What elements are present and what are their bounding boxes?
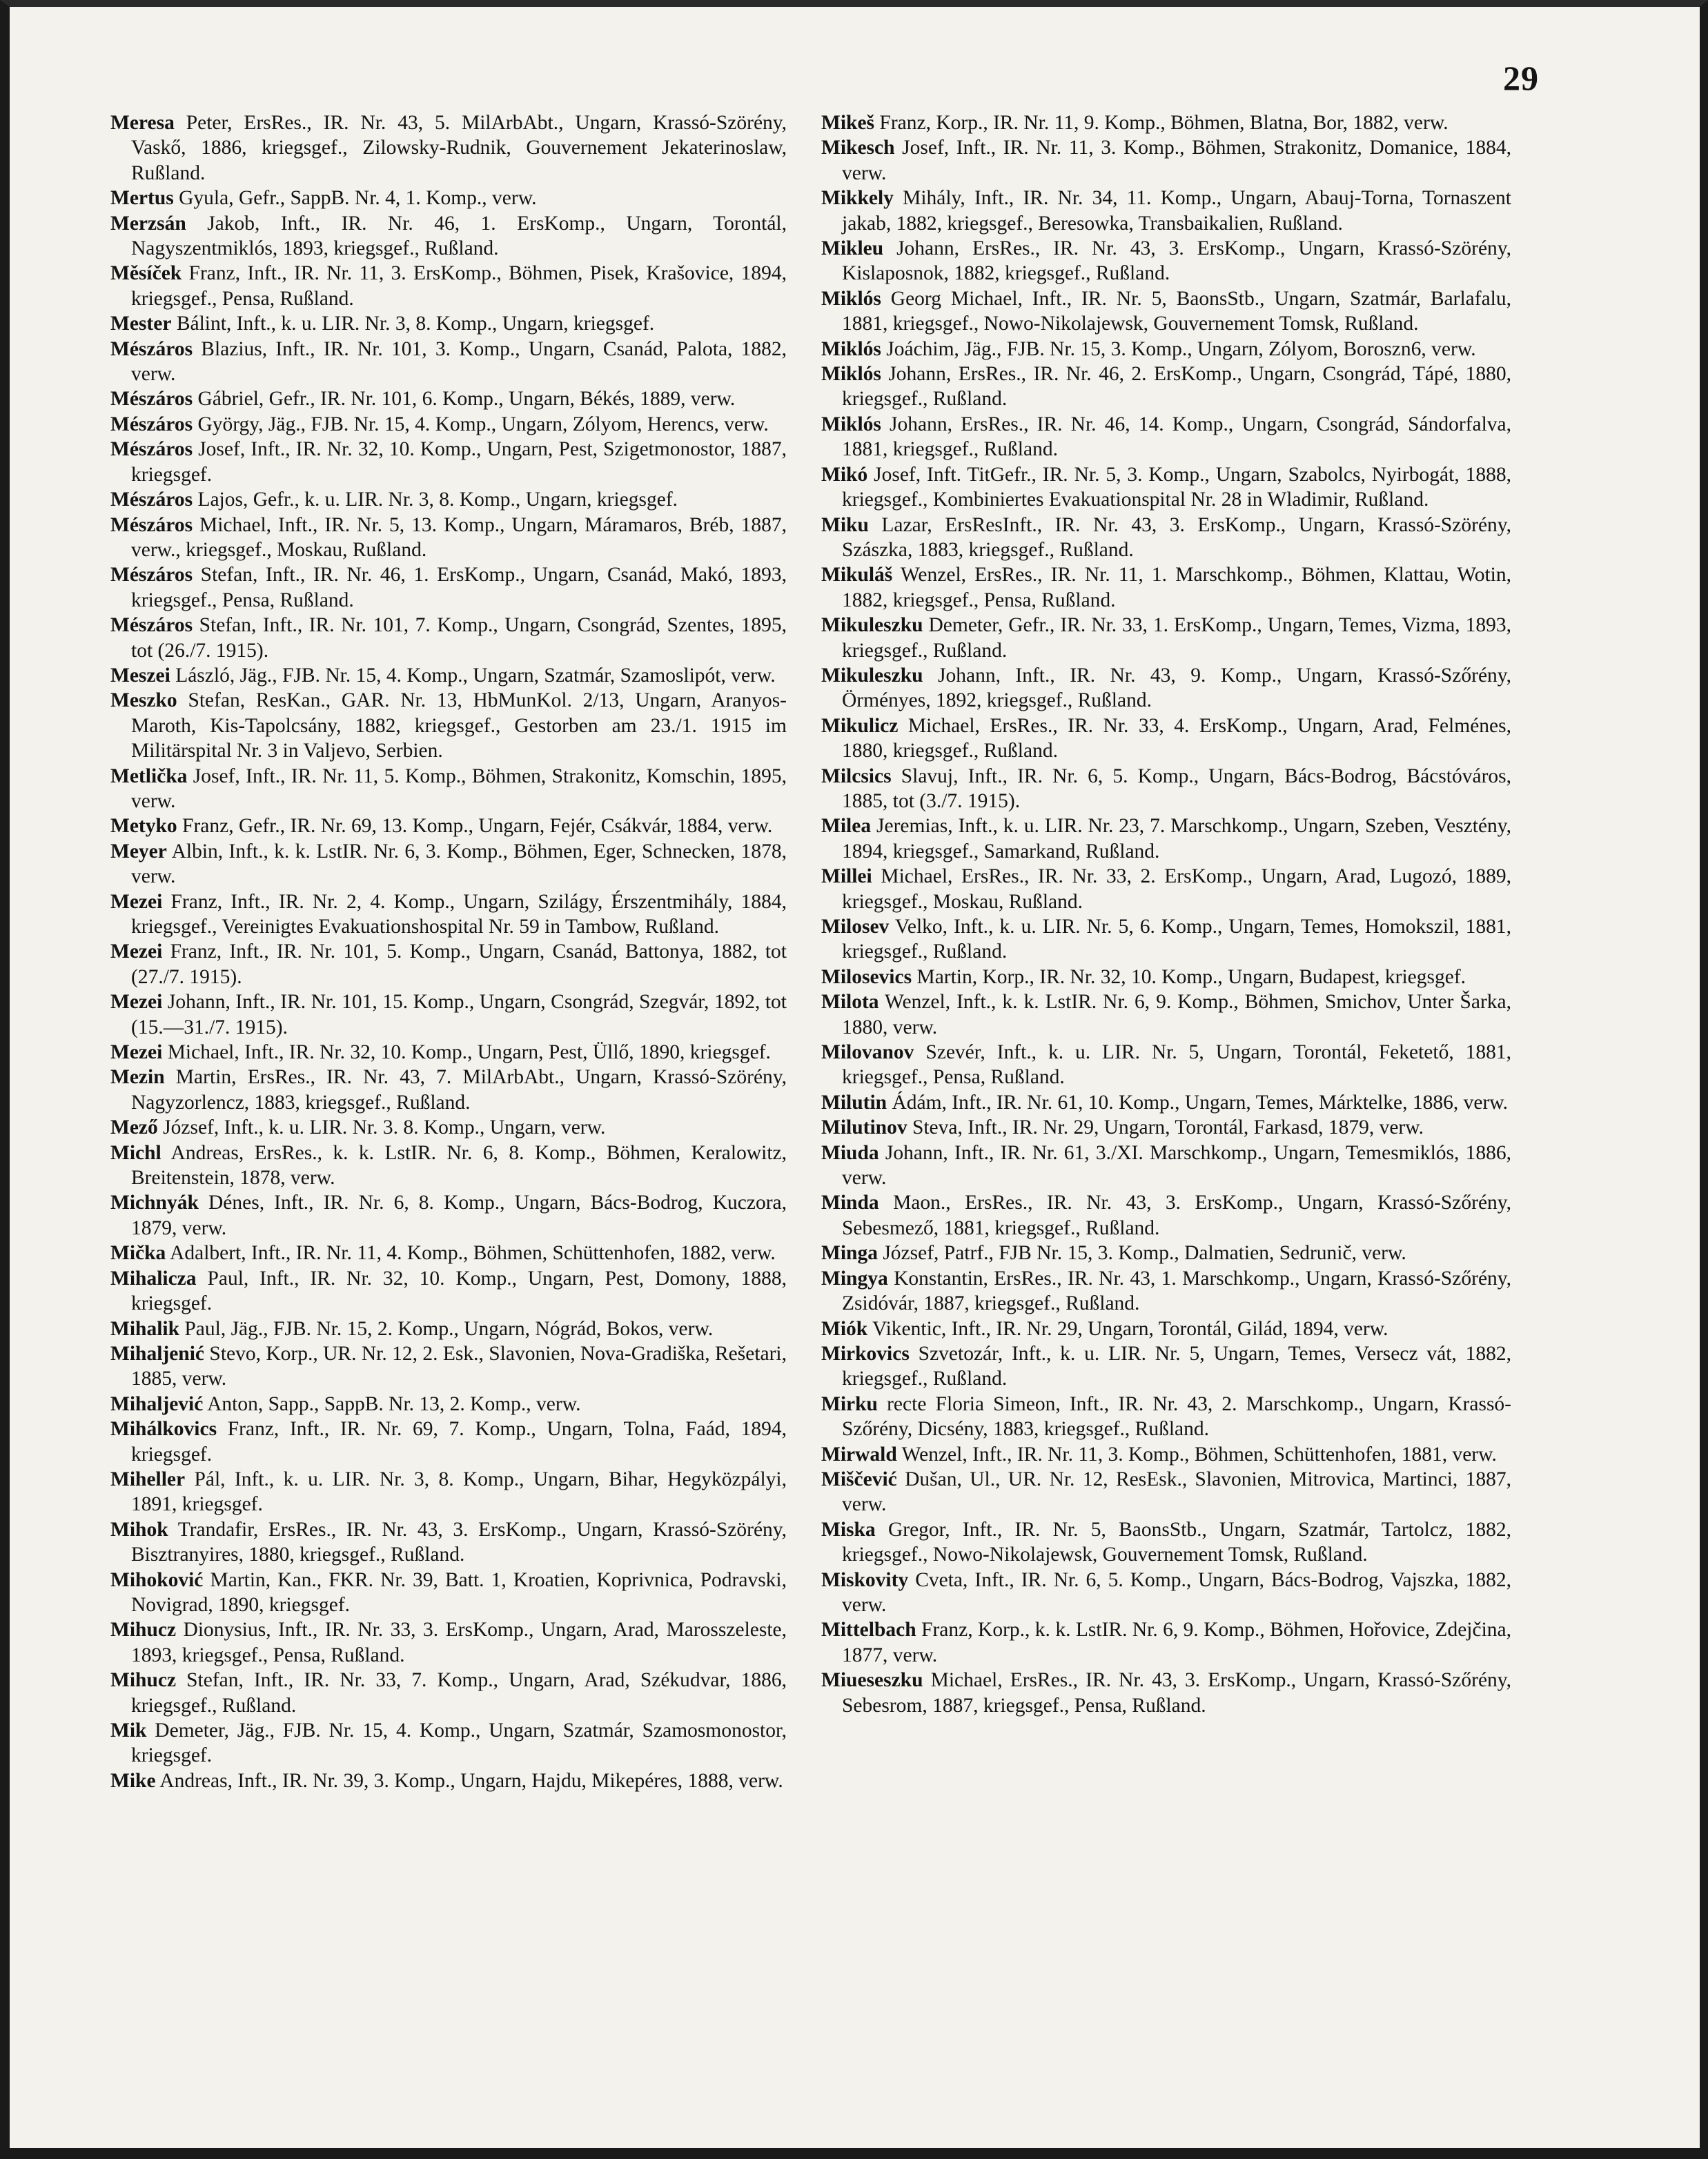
entry-name: Metyko [110, 815, 177, 838]
entry-text: Vikentic, Inft., IR. Nr. 29, Ungarn, Torontál, Gilád, 1894, verw. [872, 1317, 1388, 1340]
list-item [821, 1115, 1511, 1140]
entry-name: Mihálkovics [110, 1418, 217, 1441]
list-item [821, 1141, 1511, 1191]
list-item [110, 1317, 787, 1341]
entry-name: Miščević [821, 1468, 897, 1490]
entry-name: Mező [110, 1116, 158, 1139]
entry-name: Mikleu [821, 237, 884, 260]
entry-name: Mészáros [110, 337, 193, 360]
list-item [821, 1517, 1511, 1568]
entry-text: Michael, Inft., IR. Nr. 5, 13. Komp., Ungarn, Máramaros, Bréb, 1887, verw., kriegsgef., Moskau, Rußland. [131, 513, 787, 561]
list-item [110, 1266, 787, 1317]
entry-text: recte Floria Simeon, Inft., IR. Nr. 43, 2. Marschkomp., Ungarn, Krassó-Szőrény, Dicsény, 1883, kriegsgef., Rußland. [842, 1392, 1511, 1441]
entry-name: Mihoković [110, 1568, 204, 1591]
entry-name: Minga [821, 1242, 878, 1265]
entry-text: Slavuj, Inft., IR. Nr. 6, 5. Komp., Ungarn, Bács-Bodrog, Bácstóváros, 1885, tot (3./7. 1915). [842, 765, 1512, 812]
list-item [110, 1517, 787, 1568]
list-item [110, 1065, 787, 1115]
entry-name: Milosevics [821, 965, 912, 988]
entry-text: Michael, ErsRes., IR. Nr. 33, 4. ErsKomp., Ungarn, Arad, Felménes, 1880, kriegsgef., Rußland. [842, 714, 1511, 762]
entry-name: Miklós [821, 287, 881, 310]
entry-name: Merzsán [110, 212, 186, 235]
list-item [821, 1617, 1511, 1668]
list-item [821, 186, 1511, 236]
entry-name: Mertus [110, 187, 174, 210]
entry-name: Mihalicza [110, 1267, 197, 1290]
entry-name: Mikó [821, 463, 868, 486]
list-item [110, 1718, 787, 1768]
entry-text: Cveta, Inft., IR. Nr. 6, 5. Komp., Ungarn, Bács-Bodrog, Vajszka, 1882, verw. [842, 1568, 1512, 1616]
entry-text: Wenzel, Inft., k. k. LstIR. Nr. 6, 9. Komp., Böhmen, Smichov, Unter Šarka, 1880, verw. [842, 991, 1512, 1038]
list-item [110, 1115, 787, 1140]
entry-name: Mirku [821, 1392, 878, 1415]
entry-name: Mirkovics [821, 1342, 910, 1365]
entry-text: Johann, Inft., IR. Nr. 61, 3./XI. Marschkomp., Ungarn, Temesmiklós, 1886, verw. [842, 1141, 1511, 1190]
list-item [821, 814, 1511, 864]
list-item [821, 513, 1511, 563]
entry-text: József, Inft., k. u. LIR. Nr. 3. 8. Komp., Ungarn, verw. [163, 1116, 606, 1139]
entry-name: Mezei [110, 1041, 163, 1064]
entry-name: Miska [821, 1518, 876, 1541]
entry-name: Mészáros [110, 614, 193, 637]
entry-text: Jakob, Inft., IR. Nr. 46, 1. ErsKomp., Ungarn, Torontál, Nagyszentmiklós, 1893, kriegsgef., Rußland. [131, 212, 787, 260]
entry-name: Mészáros [110, 438, 193, 461]
list-item [821, 613, 1511, 663]
entry-name: Miheller [110, 1468, 186, 1490]
entry-name: Mészáros [110, 513, 193, 536]
entry-name: Mička [110, 1242, 166, 1265]
entry-text: Peter, ErsRes., IR. Nr. 43, 5. MilArbAbt., Ungarn, Krassó-Szörény, Vaskő, 1886, kriegsgef., Zilowsky-Rudnik, Gouvernement Jekaterinoslaw, Rußland. [131, 112, 787, 184]
entry-name: Milota [821, 991, 879, 1014]
entry-name: Mészáros [110, 489, 193, 511]
entry-name: Mikeš [821, 112, 875, 134]
entry-name: Miku [821, 513, 869, 536]
entry-text: Bálint, Inft., k. u. LIR. Nr. 3, 8. Komp., Ungarn, kriegsgef. [176, 313, 655, 335]
entry-name: Miók [821, 1317, 868, 1340]
list-item [821, 362, 1511, 412]
entry-text: Demeter, Gefr., IR. Nr. 33, 1. ErsKomp., Ungarn, Temes, Vizma, 1893, kriegsgef., Rußland. [842, 614, 1511, 662]
list-item [110, 386, 787, 411]
list-item [821, 864, 1511, 914]
entry-text: Paul, Inft., IR. Nr. 32, 10. Komp., Ungarn, Pest, Domony, 1888, kriegsgef. [131, 1267, 787, 1315]
entry-text: Dušan, Ul., UR. Nr. 12, ResEsk., Slavonien, Mitrovica, Martinci, 1887, verw. [842, 1468, 1511, 1516]
entry-text: Franz, Inft., IR. Nr. 101, 5. Komp., Ungarn, Csanád, Battonya, 1882, tot (27./7. 1915). [131, 940, 787, 988]
entry-name: Mezei [110, 940, 163, 963]
entry-name: Mezei [110, 890, 163, 913]
entry-name: Mihaljević [110, 1392, 204, 1415]
list-item [821, 337, 1511, 362]
entry-text: Johann, Inft., IR. Nr. 101, 15. Komp., Ungarn, Csongrád, Szegvár, 1892, tot (15.—31./7. 1915). [131, 991, 787, 1038]
entry-name: Mikuleszku [821, 614, 923, 637]
entry-name: Mészáros [110, 388, 193, 411]
entry-text: Johann, ErsRes., IR. Nr. 43, 3. ErsKomp., Ungarn, Krassó-Szörény, Kislaposnok, 1882, kriegsgef., Rußland. [842, 237, 1511, 285]
entry-text: Wenzel, Inft., IR. Nr. 11, 3. Komp., Böhmen, Schüttenhofen, 1881, verw. [901, 1443, 1497, 1466]
entry-name: Měsíček [110, 262, 182, 285]
entry-text: Stefan, Inft., IR. Nr. 33, 7. Komp., Ungarn, Arad, Székudvar, 1886, kriegsgef., Rußland. [131, 1669, 787, 1717]
entry-text: Trandafir, ErsRes., IR. Nr. 43, 3. ErsKomp., Ungarn, Krassó-Szörény, Bisztranyires, 1880, kriegsgef., Rußland. [131, 1518, 787, 1566]
entry-text: Paul, Jäg., FJB. Nr. 15, 2. Komp., Ungarn, Nógrád, Bokos, verw. [184, 1317, 714, 1340]
entry-text: Konstantin, ErsRes., IR. Nr. 43, 1. Marschkomp., Ungarn, Krassó-Szőrény, Zsidóvár, 1887, kriegsgef., Rußland. [842, 1267, 1511, 1315]
entry-text: Josef, Inft., IR. Nr. 32, 10. Komp., Ungarn, Pest, Szigetmonostor, 1887, kriegsgef. [131, 438, 787, 486]
page-number: 29 [1503, 59, 1539, 97]
entry-text: Gyula, Gefr., SappB. Nr. 4, 1. Komp., verw. [179, 187, 537, 210]
list-item [110, 889, 787, 940]
entry-text: József, Patrf., FJB Nr. 15, 3. Komp., Dalmatien, Sedrunič, verw. [883, 1242, 1406, 1265]
list-item [821, 989, 1511, 1040]
entry-text: Albin, Inft., k. k. LstIR. Nr. 6, 3. Komp., Böhmen, Eger, Schnecken, 1878, verw. [131, 840, 787, 888]
entry-text: Velko, Inft., k. u. LIR. Nr. 5, 6. Komp., Ungarn, Temes, Homokszil, 1881, kriegsgef., Rußland. [842, 916, 1511, 963]
entry-name: Miskovity [821, 1568, 909, 1591]
entry-name: Miuda [821, 1141, 879, 1164]
entry-name: Milutinov [821, 1116, 907, 1139]
entry-text: Szvetozár, Inft., k. u. LIR. Nr. 5, Ungarn, Temes, Versecz vát, 1882, kriegsgef., Rußland. [842, 1342, 1512, 1390]
list-item [821, 1668, 1511, 1718]
entry-name: Mik [110, 1719, 147, 1742]
entry-text: György, Jäg., FJB. Nr. 15, 4. Komp., Ungarn, Zólyom, Herencs, verw. [197, 413, 769, 435]
entry-text: Dionysius, Inft., IR. Nr. 33, 3. ErsKomp., Ungarn, Arad, Marosszeleste, 1893, kriegsgef., Pensa, Rußland. [131, 1619, 787, 1666]
entry-text: Gábriel, Gefr., IR. Nr. 101, 6. Komp., Ungarn, Békés, 1889, verw. [197, 388, 736, 411]
entry-text: Gregor, Inft., IR. Nr. 5, BaonsStb., Ungarn, Szatmár, Tartolcz, 1882, kriegsgef., Nowo-Nikolajewsk, Gouvernement Tomsk, Rußland. [842, 1518, 1512, 1566]
entry-name: Mirwald [821, 1443, 897, 1466]
list-item [110, 1241, 787, 1265]
list-item [821, 135, 1511, 186]
list-item [821, 1467, 1511, 1517]
entry-name: Meyer [110, 840, 167, 862]
list-item [821, 1241, 1511, 1265]
entry-name: Mikuláš [821, 564, 893, 586]
entry-text: Jeremias, Inft., k. u. LIR. Nr. 23, 7. Marschkomp., Ungarn, Szeben, Vesztény, 1894, kriegsgef., Samarkand, Rußland. [842, 815, 1511, 862]
entry-name: Mike [110, 1769, 156, 1792]
list-item [110, 764, 787, 814]
entry-text: Martin, ErsRes., IR. Nr. 43, 7. MilArbAbt., Ungarn, Krassó-Szörény, Nagyzorlencz, 1883, kriegsgef., Rußland. [131, 1066, 787, 1114]
list-item [110, 989, 787, 1040]
entry-text: Pál, Inft., k. u. LIR. Nr. 3, 8. Komp., Ungarn, Bihar, Hegyközpályi, 1891, kriegsgef. [131, 1468, 787, 1516]
entry-text: Lajos, Gefr., k. u. LIR. Nr. 3, 8. Komp., Ungarn, kriegsgef. [197, 489, 678, 511]
entry-name: Mikuleszku [821, 664, 923, 687]
entry-text: Georg Michael, Inft., IR. Nr. 5, BaonsStb., Ungarn, Szatmár, Barlafalu, 1881, kriegsgef., Nowo-Nikolajewsk, Gouvernement Tomsk, Rußland. [842, 287, 1511, 335]
entry-name: Mingya [821, 1267, 888, 1290]
list-item [821, 1190, 1511, 1241]
entry-text: Franz, Inft., IR. Nr. 2, 4. Komp., Ungarn, Szilágy, Érszentmihály, 1884, kriegsgef., Vereinigtes Evakuationshospital Nr. 59 in Tambow, Rußland. [131, 890, 787, 938]
entry-text: Martin, Korp., IR. Nr. 32, 10. Komp., Ungarn, Budapest, kriegsgef. [916, 965, 1466, 988]
list-item [110, 211, 787, 262]
list-item [821, 236, 1511, 286]
entry-text: Stevo, Korp., UR. Nr. 12, 2. Esk., Slavonien, Nova-Gradiška, Rešetari, 1885, verw. [131, 1342, 787, 1390]
list-item [110, 562, 787, 613]
entry-text: Steva, Inft., IR. Nr. 29, Ungarn, Torontál, Farkasd, 1879, verw. [912, 1116, 1424, 1139]
entry-name: Miueseszku [821, 1669, 923, 1692]
entry-name: Meresa [110, 112, 175, 134]
entry-text: Michael, Inft., IR. Nr. 32, 10. Komp., Ungarn, Pest, Üllő, 1890, kriegsgef. [167, 1041, 771, 1064]
list-item [110, 814, 787, 838]
list-item [821, 110, 1511, 135]
entry-text: László, Jäg., FJB. Nr. 15, 4. Komp., Ungarn, Szatmár, Szamoslipót, verw. [175, 664, 776, 687]
entry-name: Mihucz [110, 1669, 177, 1692]
list-item [110, 437, 787, 487]
entry-text: Stefan, Inft., IR. Nr. 101, 7. Komp., Ungarn, Csongrád, Szentes, 1895, tot (26./7. 1915). [131, 614, 787, 662]
entry-text: Josef, Inft., IR. Nr. 11, 3. Komp., Böhmen, Strakonitz, Domanice, 1884, verw. [842, 137, 1511, 184]
list-item [821, 1442, 1511, 1467]
list-item [110, 663, 787, 688]
entry-text: Stefan, ResKan., GAR. Nr. 13, HbMunKol. 2/13, Ungarn, Aranyos-Maroth, Kis-Tapolcsány, 1882, kriegsgef., Gestorben am 23./1. 1915 im Militärspital Nr. 3 in Valjevo, Serbien. [131, 689, 787, 762]
entry-text: Johann, ErsRes., IR. Nr. 46, 2. ErsKomp., Ungarn, Csongrád, Tápé, 1880, kriegsgef., Rußland. [842, 363, 1511, 411]
entry-name: Mészáros [110, 564, 193, 586]
entry-name: Miklós [821, 337, 881, 360]
list-item [821, 764, 1511, 814]
list-item [821, 286, 1511, 337]
entry-name: Mezei [110, 991, 163, 1014]
list-item [110, 1392, 787, 1417]
list-item [110, 839, 787, 889]
entry-text: Franz, Korp., IR. Nr. 11, 9. Komp., Böhmen, Blatna, Bor, 1882, verw. [879, 112, 1449, 134]
list-item [821, 412, 1511, 462]
entry-text: Franz, Gefr., IR. Nr. 69, 13. Komp., Ungarn, Fejér, Csákvár, 1884, verw. [182, 815, 773, 838]
entry-name: Metlička [110, 765, 188, 787]
entry-name: Mikesch [821, 137, 895, 159]
list-item [110, 613, 787, 663]
list-item [821, 1568, 1511, 1618]
entry-name: Millei [821, 865, 872, 888]
entry-name: Mittelbach [821, 1619, 916, 1642]
entry-text: Adalbert, Inft., IR. Nr. 11, 4. Komp., Böhmen, Schüttenhofen, 1882, verw. [170, 1242, 776, 1265]
entry-name: Michl [110, 1141, 161, 1164]
entry-name: Meszko [110, 689, 177, 712]
list-item [821, 1090, 1511, 1115]
list-item [821, 1341, 1511, 1392]
list-item [821, 1040, 1511, 1090]
entry-text: Johann, ErsRes., IR. Nr. 46, 14. Komp., Ungarn, Csongrád, Sándorfalva, 1881, kriegsgef., Rußland. [842, 413, 1511, 461]
list-item [110, 1040, 787, 1065]
entry-name: Mihalik [110, 1317, 179, 1340]
entry-name: Minda [821, 1192, 879, 1214]
entry-name: Miklós [821, 363, 881, 386]
entry-name: Milutin [821, 1091, 887, 1114]
entry-text: Michael, ErsRes., IR. Nr. 43, 3. ErsKomp., Ungarn, Krassó-Szőrény, Sebesrom, 1887, kriegsgef., Pensa, Rußland. [842, 1669, 1511, 1717]
list-item [110, 1141, 787, 1191]
entry-text: Dénes, Inft., IR. Nr. 6, 8. Komp., Ungarn, Bács-Bodrog, Kuczora, 1879, verw. [131, 1192, 787, 1239]
entry-name: Mezin [110, 1066, 165, 1089]
entry-text: Joáchim, Jäg., FJB. Nr. 15, 3. Komp., Ungarn, Zólyom, Boroszn6, verw. [886, 337, 1476, 360]
entry-text: Wenzel, ErsRes., IR. Nr. 11, 1. Marschkomp., Böhmen, Klattau, Wotin, 1882, kriegsgef., Pensa, Rußland. [842, 564, 1511, 611]
list-item [821, 462, 1511, 513]
list-item [110, 1467, 787, 1517]
entry-name: Milovanov [821, 1041, 914, 1064]
list-item [110, 186, 787, 210]
entry-text: Franz, Korp., k. k. LstIR. Nr. 6, 9. Komp., Böhmen, Hořovice, Zdejčina, 1877, verw. [842, 1619, 1511, 1666]
list-item [110, 110, 787, 186]
entry-name: Mihok [110, 1518, 168, 1541]
list-item [821, 713, 1511, 764]
entry-name: Milcsics [821, 765, 892, 787]
entry-text: Johann, Inft., IR. Nr. 43, 9. Komp., Ungarn, Krassó-Szőrény, Örményes, 1892, kriegsgef., Rußland. [842, 664, 1511, 712]
entry-text: Mihály, Inft., IR. Nr. 34, 11. Komp., Ungarn, Abauj-Torna, Tornaszent jakab, 1882, kriegsgef., Beresowka, Transbaikalien, Rußland. [842, 187, 1511, 235]
list-item [110, 412, 787, 437]
entry-text: Martin, Kan., FKR. Nr. 39, Batt. 1, Kroatien, Koprivnica, Podravski, Novigrad, 1890, kriegsgef. [131, 1568, 787, 1616]
list-item [110, 1190, 787, 1241]
entry-text: Andreas, ErsRes., k. k. LstIR. Nr. 6, 8. Komp., Böhmen, Keralowitz, Breitenstein, 1878, verw. [131, 1141, 787, 1190]
entry-name: Milea [821, 815, 872, 838]
list-item [110, 939, 787, 989]
list-item [110, 311, 787, 336]
entry-text: Maon., ErsRes., IR. Nr. 43, 3. ErsKomp., Ungarn, Krassó-Szőrény, Sebesmező, 1881, kriegsgef., Rußland. [842, 1192, 1511, 1239]
entry-name: Michnyák [110, 1192, 199, 1214]
list-item [110, 1668, 787, 1718]
entry-text: Szevér, Inft., k. u. LIR. Nr. 5, Ungarn, Torontál, Feketető, 1881, kriegsgef., Pensa, Rußland. [842, 1041, 1511, 1089]
left-column [110, 110, 787, 1793]
entry-text: Josef, Inft., IR. Nr. 11, 5. Komp., Böhmen, Strakonitz, Komschin, 1895, verw. [131, 765, 787, 812]
entry-name: Mikkely [821, 187, 894, 210]
list-item [821, 914, 1511, 965]
list-item [110, 261, 787, 311]
entry-text: Anton, Sapp., SappB. Nr. 13, 2. Komp., verw. [207, 1392, 581, 1415]
list-item [110, 1568, 787, 1618]
entry-text: Demeter, Jäg., FJB. Nr. 15, 4. Komp., Ungarn, Szatmár, Szamosmonostor, kriegsgef. [131, 1719, 787, 1767]
entry-text: Stefan, Inft., IR. Nr. 46, 1. ErsKomp., Ungarn, Csanád, Makó, 1893, kriegsgef., Pensa, Rußland. [131, 564, 787, 611]
list-item [110, 337, 787, 387]
entry-name: Mikulicz [821, 714, 899, 737]
entry-text: Andreas, Inft., IR. Nr. 39, 3. Komp., Ungarn, Hajdu, Mikepéres, 1888, verw. [159, 1769, 783, 1792]
list-item [110, 688, 787, 763]
right-column [821, 110, 1511, 1718]
entry-text: Ádám, Inft., IR. Nr. 61, 10. Komp., Ungarn, Temes, Márktelke, 1886, verw. [892, 1091, 1509, 1114]
entry-name: Mészáros [110, 413, 193, 435]
entry-text: Josef, Inft. TitGefr., IR. Nr. 5, 3. Komp., Ungarn, Szabolcs, Nyirbogát, 1888, kriegsgef., Kombiniertes Evakuationspital Nr. 28 in Wladimir, Rußland. [842, 463, 1511, 511]
list-item [110, 1341, 787, 1392]
list-item [110, 487, 787, 512]
list-item [110, 1768, 787, 1793]
list-item [110, 1617, 787, 1668]
list-item [110, 1417, 787, 1467]
list-item [110, 513, 787, 563]
entry-text: Blazius, Inft., IR. Nr. 101, 3. Komp., Ungarn, Csanád, Palota, 1882, verw. [131, 337, 787, 386]
entry-text: Franz, Inft., IR. Nr. 11, 3. ErsKomp., Böhmen, Pisek, Krašovice, 1894, kriegsgef., Pensa, Rußland. [131, 262, 787, 310]
list-item [821, 663, 1511, 713]
entry-text: Lazar, ErsResInft., IR. Nr. 43, 3. ErsKomp., Ungarn, Krassó-Szörény, Szászka, 1883, kriegsgef., Rußland. [842, 513, 1511, 561]
list-item [821, 965, 1511, 989]
entry-name: Mihucz [110, 1619, 177, 1642]
list-item [821, 1392, 1511, 1442]
entry-name: Mihaljenić [110, 1342, 205, 1365]
entry-name: Meszei [110, 664, 170, 687]
entry-name: Milosev [821, 916, 890, 938]
entry-text: Franz, Inft., IR. Nr. 69, 7. Komp., Ungarn, Tolna, Faád, 1894, kriegsgef. [131, 1418, 787, 1466]
entry-name: Miklós [821, 413, 881, 435]
entry-text: Michael, ErsRes., IR. Nr. 33, 2. ErsKomp., Ungarn, Arad, Lugozó, 1889, kriegsgef., Moskau, Rußland. [842, 865, 1512, 913]
list-item [821, 562, 1511, 613]
list-item [821, 1317, 1511, 1341]
list-item [821, 1266, 1511, 1317]
entry-name: Mester [110, 313, 172, 335]
